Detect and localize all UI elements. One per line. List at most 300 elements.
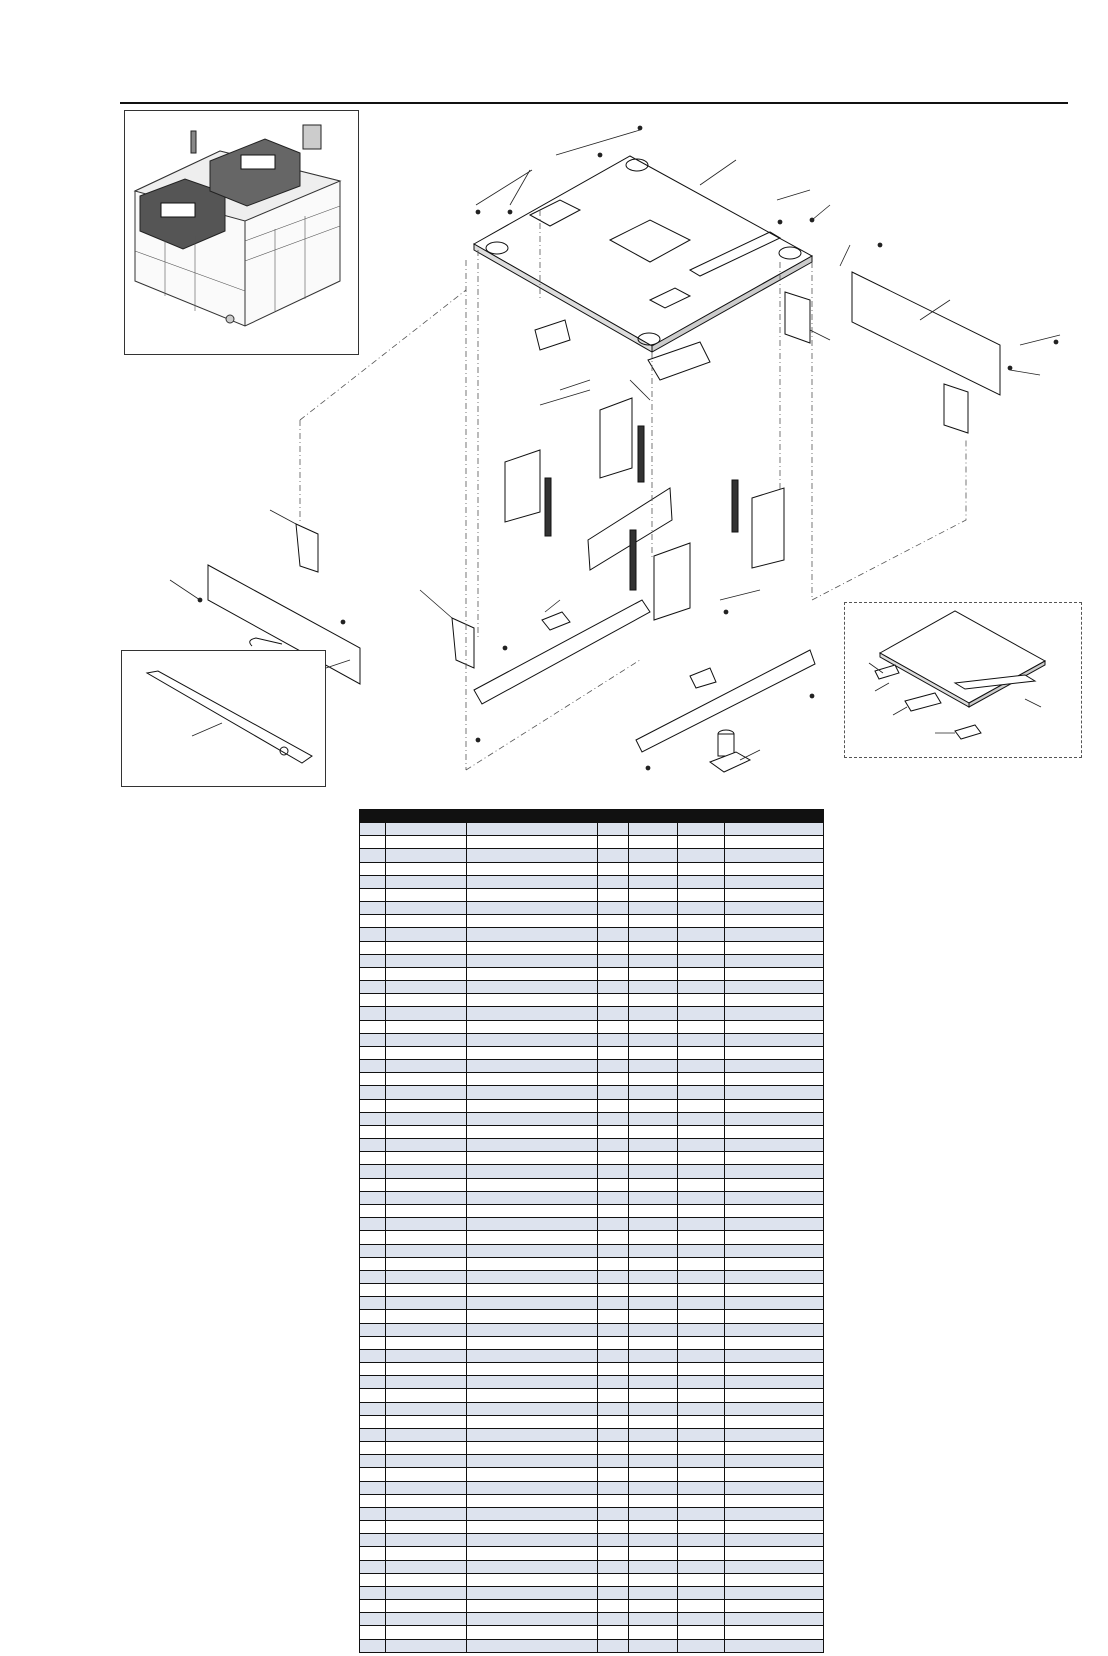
- table-cell: [386, 1231, 467, 1244]
- table-cell: [725, 1284, 824, 1297]
- table-cell: [678, 1349, 725, 1362]
- table-cell: [629, 1402, 678, 1415]
- table-cell: [598, 1363, 629, 1376]
- table-cell: [360, 1573, 386, 1586]
- table-row: [360, 1521, 824, 1534]
- table-row: [360, 1257, 824, 1270]
- table-cell: [467, 1270, 598, 1283]
- table-cell: [360, 1481, 386, 1494]
- table-cell: [467, 967, 598, 980]
- table-cell: [678, 1033, 725, 1046]
- table-cell: [629, 1455, 678, 1468]
- table-cell: [386, 1060, 467, 1073]
- table-cell: [629, 915, 678, 928]
- table-cell: [467, 1060, 598, 1073]
- table-cell: [678, 1534, 725, 1547]
- table-cell: [360, 928, 386, 941]
- table-cell: [725, 1455, 824, 1468]
- table-cell: [598, 1112, 629, 1125]
- table-cell: [629, 1415, 678, 1428]
- table-cell: [678, 1231, 725, 1244]
- table-cell: [386, 1389, 467, 1402]
- table-cell: [629, 941, 678, 954]
- table-cell: [725, 981, 824, 994]
- table-cell: [598, 1284, 629, 1297]
- table-cell: [678, 1204, 725, 1217]
- table-cell: [360, 1310, 386, 1323]
- table-cell: [725, 1204, 824, 1217]
- table-cell: [629, 1389, 678, 1402]
- table-cell: [386, 941, 467, 954]
- table-cell: [598, 902, 629, 915]
- table-cell: [467, 1284, 598, 1297]
- table-cell: [360, 954, 386, 967]
- table-cell: [386, 954, 467, 967]
- column-header: [360, 810, 386, 823]
- table-row: [360, 994, 824, 1007]
- table-cell: [467, 1442, 598, 1455]
- table-cell: [360, 849, 386, 862]
- table-cell: [467, 1218, 598, 1231]
- table-row: [360, 1389, 824, 1402]
- table-cell: [678, 1270, 725, 1283]
- table-cell: [725, 915, 824, 928]
- table-cell: [678, 1218, 725, 1231]
- table-row: [360, 1112, 824, 1125]
- table-row: [360, 1244, 824, 1257]
- table-cell: [386, 1534, 467, 1547]
- table-cell: [598, 1046, 629, 1059]
- table-cell: [725, 849, 824, 862]
- table-cell: [598, 1468, 629, 1481]
- table-cell: [467, 1310, 598, 1323]
- table-row: [360, 1639, 824, 1652]
- table-cell: [678, 1099, 725, 1112]
- table-cell: [725, 1560, 824, 1573]
- table-cell: [598, 1218, 629, 1231]
- table-cell: [386, 1573, 467, 1586]
- table-row: [360, 1613, 824, 1626]
- table-cell: [386, 1244, 467, 1257]
- table-cell: [678, 849, 725, 862]
- table-cell: [467, 1244, 598, 1257]
- table-cell: [678, 862, 725, 875]
- table-cell: [360, 1297, 386, 1310]
- table-cell: [629, 994, 678, 1007]
- table-cell: [629, 1639, 678, 1652]
- table-row: [360, 1442, 824, 1455]
- table-cell: [386, 1323, 467, 1336]
- table-cell: [678, 1560, 725, 1573]
- table-cell: [598, 1613, 629, 1626]
- table-cell: [725, 1415, 824, 1428]
- table-cell: [386, 1270, 467, 1283]
- table-cell: [598, 1402, 629, 1415]
- table-cell: [467, 1534, 598, 1547]
- table-row: [360, 1560, 824, 1573]
- table-cell: [386, 1112, 467, 1125]
- table-cell: [725, 1521, 824, 1534]
- table-cell: [598, 1547, 629, 1560]
- table-cell: [598, 1125, 629, 1138]
- table-cell: [678, 1060, 725, 1073]
- table-cell: [629, 967, 678, 980]
- table-cell: [386, 1402, 467, 1415]
- table-row: [360, 1468, 824, 1481]
- table-cell: [598, 1349, 629, 1362]
- table-cell: [725, 1020, 824, 1033]
- table-cell: [678, 1428, 725, 1441]
- table-cell: [467, 941, 598, 954]
- table-cell: [386, 1099, 467, 1112]
- table-cell: [386, 928, 467, 941]
- table-cell: [678, 1152, 725, 1165]
- table-cell: [467, 849, 598, 862]
- table-cell: [725, 836, 824, 849]
- table-cell: [725, 1033, 824, 1046]
- table-cell: [360, 1349, 386, 1362]
- table-cell: [629, 1178, 678, 1191]
- table-cell: [467, 1231, 598, 1244]
- table-cell: [386, 915, 467, 928]
- table-row: [360, 1073, 824, 1086]
- table-cell: [360, 1468, 386, 1481]
- table-cell: [629, 928, 678, 941]
- table-cell: [725, 1152, 824, 1165]
- table-cell: [678, 1521, 725, 1534]
- table-row: [360, 1270, 824, 1283]
- table-row: [360, 1165, 824, 1178]
- table-cell: [386, 1349, 467, 1362]
- table-cell: [725, 1099, 824, 1112]
- table-cell: [360, 1046, 386, 1059]
- table-cell: [360, 967, 386, 980]
- table-cell: [678, 1376, 725, 1389]
- table-cell: [360, 1455, 386, 1468]
- table-cell: [386, 1639, 467, 1652]
- table-cell: [386, 1481, 467, 1494]
- table-row: [360, 1310, 824, 1323]
- table-cell: [360, 1257, 386, 1270]
- table-cell: [629, 902, 678, 915]
- table-cell: [598, 849, 629, 862]
- table-header-row: [360, 810, 824, 823]
- table-cell: [598, 836, 629, 849]
- table-cell: [725, 1639, 824, 1652]
- table-row: [360, 1600, 824, 1613]
- table-cell: [598, 1323, 629, 1336]
- table-cell: [360, 888, 386, 901]
- table-cell: [386, 994, 467, 1007]
- table-cell: [629, 1099, 678, 1112]
- table-cell: [629, 1349, 678, 1362]
- table-cell: [598, 1033, 629, 1046]
- table-cell: [598, 1534, 629, 1547]
- table-cell: [467, 1125, 598, 1138]
- table-cell: [467, 1191, 598, 1204]
- table-cell: [360, 1560, 386, 1573]
- table-row: [360, 836, 824, 849]
- table-cell: [467, 1613, 598, 1626]
- table-cell: [467, 902, 598, 915]
- table-cell: [386, 1297, 467, 1310]
- table-cell: [678, 1507, 725, 1520]
- table-cell: [725, 1270, 824, 1283]
- table-cell: [360, 875, 386, 888]
- table-cell: [360, 823, 386, 836]
- table-cell: [678, 1613, 725, 1626]
- table-cell: [386, 1020, 467, 1033]
- table-cell: [386, 1468, 467, 1481]
- table-cell: [386, 1507, 467, 1520]
- table-cell: [467, 1086, 598, 1099]
- table-cell: [467, 954, 598, 967]
- table-cell: [386, 1626, 467, 1639]
- table-row: [360, 1086, 824, 1099]
- table-cell: [598, 862, 629, 875]
- table-cell: [467, 888, 598, 901]
- table-cell: [629, 1270, 678, 1283]
- table-row: [360, 1336, 824, 1349]
- table-cell: [725, 967, 824, 980]
- table-cell: [678, 1125, 725, 1138]
- column-header: [467, 810, 598, 823]
- table-cell: [629, 1139, 678, 1152]
- table-cell: [386, 1284, 467, 1297]
- table-cell: [598, 1020, 629, 1033]
- table-cell: [598, 1231, 629, 1244]
- table-cell: [598, 1297, 629, 1310]
- table-cell: [629, 862, 678, 875]
- table-cell: [386, 1586, 467, 1599]
- table-cell: [678, 1257, 725, 1270]
- table-cell: [360, 1415, 386, 1428]
- table-cell: [678, 1297, 725, 1310]
- table-cell: [598, 1481, 629, 1494]
- table-cell: [467, 1586, 598, 1599]
- table-cell: [467, 1507, 598, 1520]
- table-cell: [598, 928, 629, 941]
- rail-detail-inset: [121, 650, 326, 787]
- table-cell: [725, 823, 824, 836]
- table-row: [360, 1125, 824, 1138]
- table-cell: [598, 823, 629, 836]
- table-cell: [629, 1586, 678, 1599]
- table-cell: [598, 1191, 629, 1204]
- table-row: [360, 875, 824, 888]
- table-cell: [678, 1494, 725, 1507]
- table-cell: [386, 1415, 467, 1428]
- table-cell: [598, 954, 629, 967]
- table-cell: [725, 1231, 824, 1244]
- table-cell: [629, 1521, 678, 1534]
- table-cell: [467, 823, 598, 836]
- table-cell: [467, 1178, 598, 1191]
- table-cell: [725, 928, 824, 941]
- table-cell: [678, 941, 725, 954]
- table-row: [360, 1402, 824, 1415]
- table-cell: [386, 1125, 467, 1138]
- table-cell: [598, 1086, 629, 1099]
- table-cell: [598, 1586, 629, 1599]
- table-cell: [467, 1165, 598, 1178]
- table-cell: [598, 1442, 629, 1455]
- table-cell: [725, 1310, 824, 1323]
- table-cell: [678, 967, 725, 980]
- table-cell: [629, 1191, 678, 1204]
- table-cell: [629, 1560, 678, 1573]
- table-cell: [678, 981, 725, 994]
- table-cell: [598, 1494, 629, 1507]
- table-cell: [386, 1033, 467, 1046]
- table-cell: [678, 1073, 725, 1086]
- table-cell: [360, 1600, 386, 1613]
- table-row: [360, 1178, 824, 1191]
- table-row: [360, 1481, 824, 1494]
- table-cell: [678, 954, 725, 967]
- table-cell: [467, 1389, 598, 1402]
- table-row: [360, 1218, 824, 1231]
- plate-variant-inset: [844, 602, 1082, 758]
- table-cell: [725, 1073, 824, 1086]
- table-cell: [360, 1613, 386, 1626]
- table-cell: [360, 1507, 386, 1520]
- table-row: [360, 1046, 824, 1059]
- table-cell: [629, 1257, 678, 1270]
- table-cell: [360, 1125, 386, 1138]
- table-cell: [467, 1376, 598, 1389]
- table-cell: [678, 1020, 725, 1033]
- table-cell: [386, 1152, 467, 1165]
- table-cell: [629, 823, 678, 836]
- table-cell: [598, 967, 629, 980]
- table-cell: [725, 1218, 824, 1231]
- table-cell: [360, 1033, 386, 1046]
- table-cell: [725, 1060, 824, 1073]
- table-cell: [386, 967, 467, 980]
- table-cell: [360, 941, 386, 954]
- table-cell: [360, 1547, 386, 1560]
- table-cell: [467, 928, 598, 941]
- table-cell: [678, 1468, 725, 1481]
- table-cell: [678, 1046, 725, 1059]
- table-cell: [725, 1442, 824, 1455]
- table-cell: [360, 1060, 386, 1073]
- table-cell: [360, 1626, 386, 1639]
- table-cell: [598, 1204, 629, 1217]
- table-row: [360, 1547, 824, 1560]
- table-cell: [467, 1481, 598, 1494]
- table-cell: [360, 1244, 386, 1257]
- table-cell: [725, 1600, 824, 1613]
- table-cell: [467, 862, 598, 875]
- table-cell: [678, 1402, 725, 1415]
- table-cell: [629, 1165, 678, 1178]
- table-cell: [467, 836, 598, 849]
- table-row: [360, 1534, 824, 1547]
- table-cell: [467, 1573, 598, 1586]
- table-row: [360, 1139, 824, 1152]
- table-cell: [678, 875, 725, 888]
- table-cell: [678, 1007, 725, 1020]
- table-cell: [598, 1244, 629, 1257]
- table-row: [360, 1033, 824, 1046]
- table-cell: [360, 1191, 386, 1204]
- table-cell: [725, 1323, 824, 1336]
- table-cell: [678, 1481, 725, 1494]
- table-cell: [386, 1139, 467, 1152]
- table-cell: [467, 1323, 598, 1336]
- table-cell: [360, 1494, 386, 1507]
- table-cell: [629, 888, 678, 901]
- table-cell: [386, 1007, 467, 1020]
- table-cell: [598, 1178, 629, 1191]
- table-row: [360, 1152, 824, 1165]
- table-row: [360, 1349, 824, 1362]
- table-row: [360, 941, 824, 954]
- table-cell: [598, 1060, 629, 1073]
- table-cell: [629, 1112, 678, 1125]
- table-row: [360, 1191, 824, 1204]
- table-cell: [360, 1389, 386, 1402]
- table-cell: [386, 1494, 467, 1507]
- table-cell: [598, 1270, 629, 1283]
- table-cell: [467, 1521, 598, 1534]
- table-cell: [629, 1376, 678, 1389]
- table-row: [360, 915, 824, 928]
- table-cell: [725, 1494, 824, 1507]
- table-cell: [386, 1376, 467, 1389]
- table-cell: [725, 902, 824, 915]
- table-cell: [598, 1152, 629, 1165]
- table-cell: [629, 1204, 678, 1217]
- table-row: [360, 1494, 824, 1507]
- table-cell: [725, 1428, 824, 1441]
- table-cell: [360, 836, 386, 849]
- table-cell: [360, 1007, 386, 1020]
- table-cell: [725, 1257, 824, 1270]
- table-cell: [725, 1481, 824, 1494]
- table-cell: [725, 941, 824, 954]
- table-cell: [360, 1534, 386, 1547]
- table-cell: [725, 1086, 824, 1099]
- table-cell: [629, 1494, 678, 1507]
- table-row: [360, 1231, 824, 1244]
- table-cell: [467, 1020, 598, 1033]
- table-cell: [386, 1178, 467, 1191]
- table-cell: [629, 875, 678, 888]
- table-cell: [386, 875, 467, 888]
- table-row: [360, 954, 824, 967]
- table-cell: [678, 1547, 725, 1560]
- table-cell: [598, 1376, 629, 1389]
- column-header: [629, 810, 678, 823]
- table-cell: [629, 1468, 678, 1481]
- table-cell: [386, 849, 467, 862]
- table-cell: [629, 1363, 678, 1376]
- table-cell: [629, 1073, 678, 1086]
- table-cell: [467, 1112, 598, 1125]
- table-cell: [467, 1455, 598, 1468]
- base-plate-icon: [474, 156, 812, 346]
- column-header: [678, 810, 725, 823]
- table-cell: [598, 875, 629, 888]
- table-cell: [725, 1626, 824, 1639]
- table-cell: [725, 1191, 824, 1204]
- table-cell: [678, 1284, 725, 1297]
- table-row: [360, 1428, 824, 1441]
- table-cell: [360, 1376, 386, 1389]
